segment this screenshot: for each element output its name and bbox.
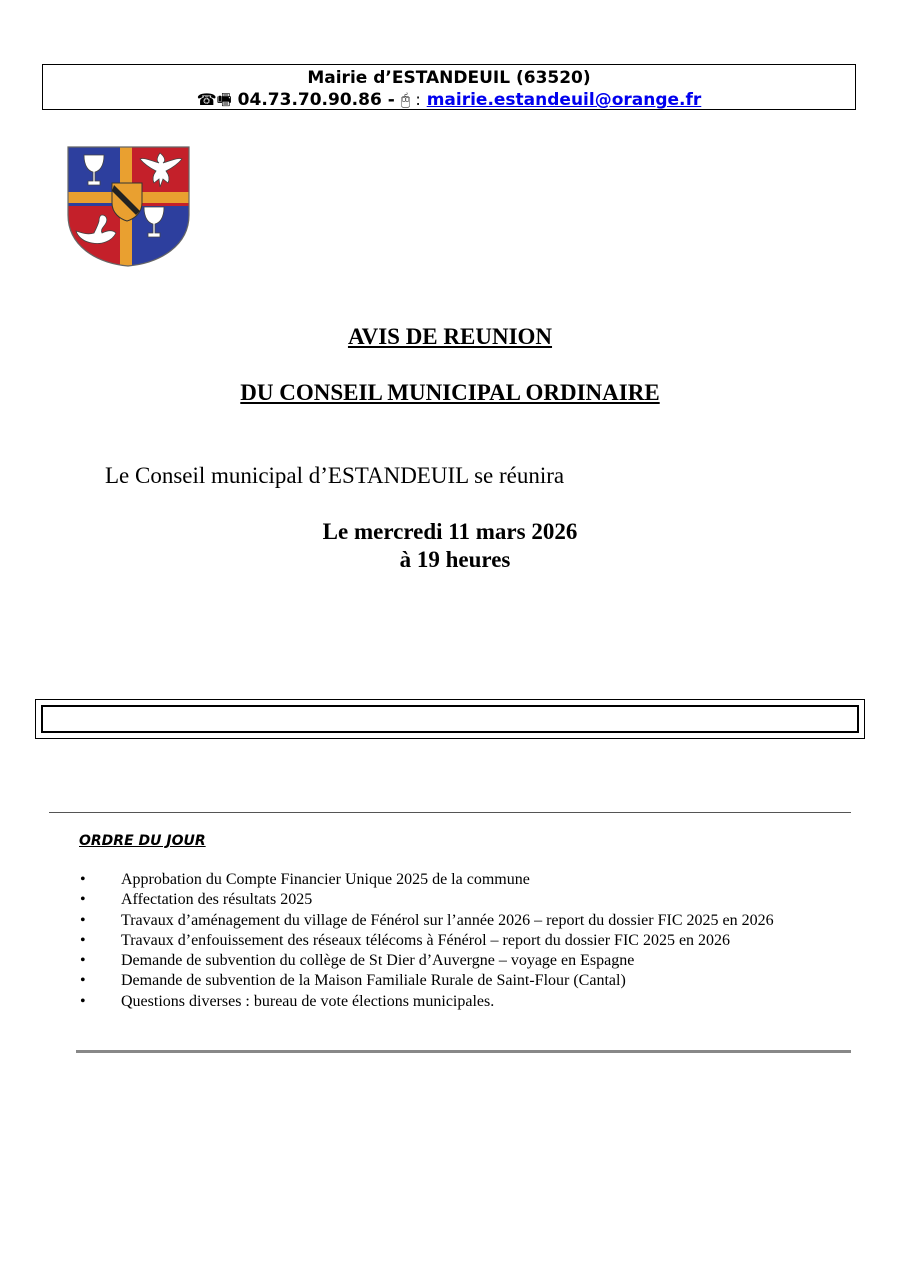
agenda-heading: ORDRE DU JOUR	[79, 833, 206, 849]
notice-subtitle: DU CONSEIL MUNICIPAL ORDINAIRE	[240, 380, 660, 405]
phone-fax-icon: ☎🖷	[196, 90, 232, 109]
agenda-item-text: Affectation des résultats 2025	[121, 891, 313, 909]
bullet-icon: •	[80, 891, 86, 909]
agenda-item	[0, 971, 900, 991]
empty-frame-inner	[41, 705, 859, 733]
notice-title: AVIS DE REUNION	[347, 324, 553, 349]
agenda-item-text: Travaux d’enfouissement des réseaux télécoms à Fénérol – report du dossier FIC 2025 en 2026	[121, 931, 731, 949]
meeting-date: Le mercredi 11 mars 2026	[322, 519, 578, 544]
email-link[interactable]: mairie.estandeuil@orange.fr	[426, 90, 702, 110]
bullet-icon: •	[80, 931, 86, 949]
bullet-icon: •	[80, 972, 86, 990]
contact-line	[43, 90, 855, 110]
agenda-item-text: Travaux d’aménagement du village de Fénérol sur l’année 2026 – report du dossier FIC 2025 en 2026	[121, 911, 774, 929]
agenda-item	[0, 992, 900, 1012]
bottom-divider	[76, 1050, 851, 1053]
agenda-list	[0, 870, 900, 1012]
town-hall-header	[42, 64, 856, 110]
municipal-coat-of-arms-icon	[66, 145, 191, 267]
bullet-icon: •	[80, 952, 86, 970]
divider	[49, 812, 851, 813]
bullet-icon: •	[80, 871, 86, 888]
agenda-item-text: Demande de subvention du collège de St Dier d’Auvergne – voyage en Espagne	[121, 952, 635, 970]
meeting-time: à 19 heures	[399, 547, 511, 572]
empty-frame-outer	[35, 699, 865, 739]
town-hall-name: Mairie d’ESTANDEUIL (63520)	[307, 68, 591, 88]
agenda-item	[0, 911, 900, 931]
notice-intro: Le Conseil municipal d’ESTANDEUIL se réunira	[105, 463, 565, 488]
agenda-item-text: Questions diverses : bureau de vote élections municipales.	[121, 992, 495, 1010]
agenda-item-text: Demande de subvention de la Maison Familiale Rurale de Saint-Flour (Cantal)	[121, 972, 626, 990]
agenda-item	[0, 951, 900, 971]
email-icon: 🖰 :	[400, 90, 421, 109]
agenda-item	[0, 890, 900, 910]
bullet-icon: •	[80, 911, 86, 929]
agenda-item	[0, 931, 900, 951]
agenda-item-text: Approbation du Compte Financier Unique 2025 de la commune	[121, 871, 530, 888]
bullet-icon: •	[80, 992, 86, 1010]
phone-number: 04.73.70.90.86 -	[237, 90, 395, 110]
agenda-item	[0, 870, 900, 890]
